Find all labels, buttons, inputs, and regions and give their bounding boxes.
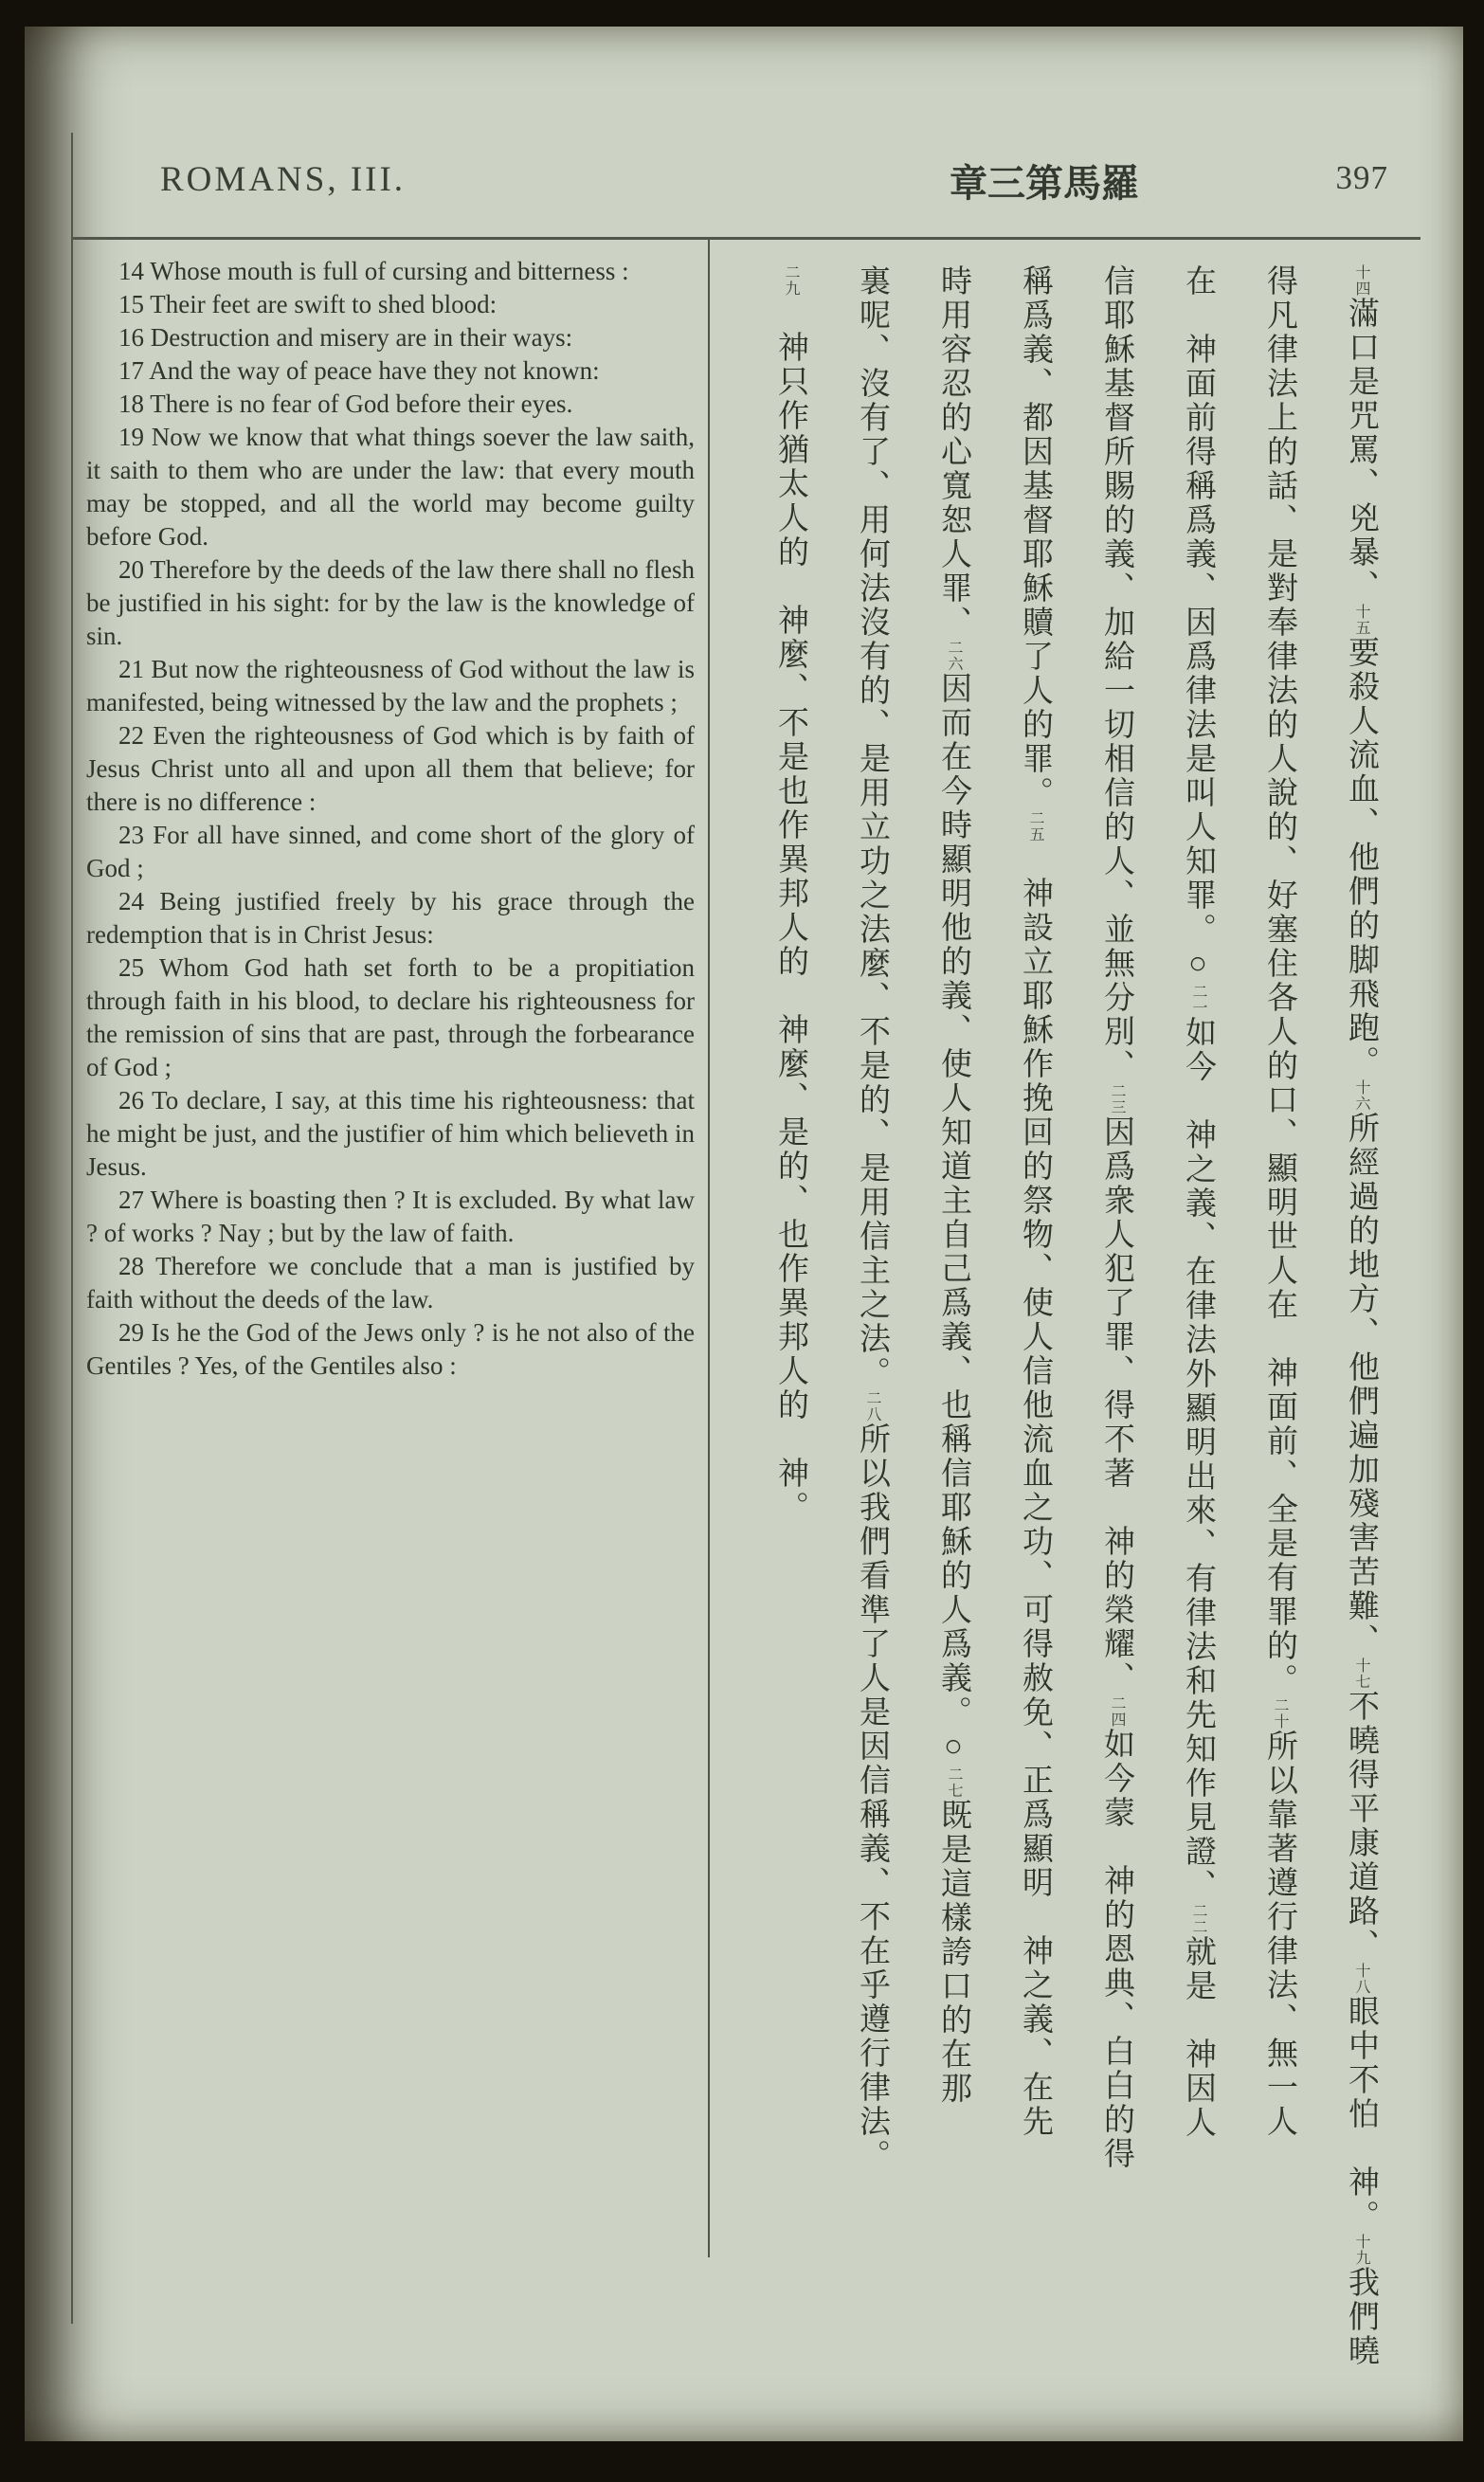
- verse-paragraph: 27 Where is boasting then ? It is excluded. By what law ? of works ? Nay ; but by the law of faith.: [86, 1186, 695, 1247]
- verse-paragraph: 18 There is no fear of God before their eyes.: [118, 390, 573, 418]
- verse-paragraph: 28 Therefore we conclude that a man is justified by faith without the deeds of the law.: [86, 1252, 695, 1313]
- verse-number-marker: 十七: [1353, 1658, 1369, 1690]
- verse-paragraph: 16 Destruction and misery are in their ways:: [118, 323, 573, 352]
- verse-number-marker: 二六: [946, 640, 962, 672]
- verse-text: 因而在今時顯明他的義、使人知道主自己爲義、也稱信耶穌的人爲義。○: [936, 672, 970, 1766]
- verse-paragraph: 14 Whose mouth is full of cursing and bitterness :: [118, 257, 629, 285]
- chinese-column: [994, 264, 1076, 2378]
- verse-text: 我們曉: [1344, 2266, 1378, 2368]
- verse-paragraph: 22 Even the righteousness of God which is by faith of Jesus Christ unto all and upon all them that believe; for there is no difference :: [86, 721, 695, 816]
- verse-number-marker: 二五: [1027, 810, 1043, 842]
- verse-number-marker: 二八: [864, 1390, 880, 1422]
- verse-text: 就是 神因人: [1181, 1935, 1215, 2140]
- header-title-chinese: 章三第馬羅: [950, 162, 1139, 205]
- page-number: 397: [1335, 159, 1388, 196]
- verse-text: 如今 神之義、在律法外顯明出來、有律法和先知作見證、: [1181, 1016, 1215, 1903]
- verse-number-marker: 十六: [1353, 1079, 1369, 1112]
- chinese-column: [1320, 264, 1402, 2378]
- verse-paragraph: 24 Being justified freely by his grace through the redemption that is in Christ Jesus:: [86, 887, 695, 949]
- verse-text: 信耶穌基督所賜的義、加給一切相信的人、並無分別、: [1099, 264, 1133, 1083]
- verse-paragraph: 19 Now we know that what things soever the law saith, it saith to them who are under the law: that every mouth may be stopped, and all the world may become guilty before God.: [86, 423, 695, 551]
- verse-paragraph: 26 To declare, I say, at this time his righteousness: that he might be just, and the justifier of him which believeth in Jesus.: [86, 1086, 695, 1181]
- column-divider: [708, 240, 710, 2257]
- verse-number-marker: 二七: [946, 1766, 962, 1799]
- chinese-column: [913, 264, 994, 2378]
- chinese-column: [1076, 264, 1157, 2378]
- chinese-column: [831, 264, 913, 2378]
- page-content-frame: [71, 133, 1421, 2368]
- book-page-paper: [25, 27, 1463, 2441]
- verse-number-marker: 二四: [1109, 1695, 1125, 1728]
- page-header: [73, 133, 1421, 237]
- verse-paragraph: 29 Is he the God of the Jews only ? is he not also of the Gentiles ? Yes, of the Gentiles also :: [86, 1318, 695, 1380]
- verse-number-marker: 十四: [1353, 264, 1369, 297]
- verse-paragraph: 20 Therefore by the deeds of the law there shall no flesh be justified in his sight: for by the law is the knowledge of sin.: [86, 555, 695, 650]
- verse-text: 既是這樣誇口的在那: [936, 1799, 970, 2106]
- verse-number-marker: 十八: [1353, 1963, 1369, 1995]
- verse-paragraph: 25 Whom God hath set forth to be a propitiation through faith in his blood, to declare his righteousness for the remission of sins that are past, through the forbearance of God ;: [86, 953, 695, 1081]
- verse-number-marker: 二十: [1272, 1697, 1288, 1730]
- verse-text: 裏呢、沒有了、用何法沒有的、是用立功之法麼、不是的、是用信主之法。: [855, 264, 889, 1390]
- verse-text: 如今蒙 神的恩典、白白的得: [1099, 1728, 1133, 2171]
- verse-text: 時用容忍的心寬恕人罪、: [936, 264, 970, 640]
- two-column-body: [73, 240, 1421, 2368]
- verse-number-marker: 十五: [1353, 604, 1369, 636]
- verse-number-marker: 二三: [1109, 1083, 1125, 1115]
- verse-paragraph: 15 Their feet are swift to shed blood:: [118, 290, 498, 318]
- verse-text: 所以靠著遵行律法、無一人: [1262, 1730, 1296, 2139]
- verse-text: 所以我們看準了人是因信稱義、不在乎遵行律法。: [855, 1422, 889, 2173]
- verse-text: 眼中不怕 神。: [1344, 1995, 1378, 2234]
- verse-paragraph: 17 And the way of peace have they not known:: [118, 356, 600, 385]
- verse-text: 得凡律法上的話、是對奉律法的人說的、好塞住各人的口、顯明世人在 神面前、全是有罪的。: [1262, 264, 1296, 1697]
- verse-number-marker: 二九: [783, 264, 799, 297]
- verse-paragraph: 23 For all have sinned, and come short of the glory of God ;: [86, 821, 695, 882]
- chinese-column: [1157, 264, 1239, 2378]
- chinese-column: [1239, 264, 1320, 2378]
- english-text-column: [86, 255, 695, 1383]
- verse-text: 因爲衆人犯了罪、得不著 神的榮耀、: [1099, 1115, 1133, 1695]
- verse-text: 所經過的地方、他們遍加殘害苦難、: [1344, 1112, 1378, 1658]
- verse-text: 神設立耶穌作挽回的祭物、使人信他流血之功、可得赦免、正爲顯明 神之義、在先: [1018, 842, 1052, 2139]
- verse-text: 稱爲義、都因基督耶穌贖了人的罪。: [1018, 264, 1052, 810]
- verse-text: 不曉得平康道路、: [1344, 1690, 1378, 1963]
- verse-paragraph: 21 But now the righteousness of God without the law is manifested, being witnessed by the law and the prophets ;: [86, 655, 695, 716]
- verse-text: 要殺人流血、他們的脚飛跑。: [1344, 636, 1378, 1079]
- header-title-english: ROMANS, III.: [160, 160, 407, 199]
- chinese-column: [750, 264, 831, 2378]
- verse-number-marker: 十九: [1353, 2234, 1369, 2266]
- verse-number-marker: 二二: [1190, 1903, 1206, 1935]
- verse-number-marker: 二一: [1190, 984, 1206, 1016]
- chinese-text-block: [750, 264, 1402, 2378]
- verse-text: 在 神面前得稱爲義、因爲律法是叫人知罪。○: [1181, 264, 1215, 984]
- verse-text: 滿口是咒罵、兇暴、: [1344, 297, 1378, 604]
- verse-text: 神只作猶太人的 神麼、不是也作異邦人的 神麼、是的、也作異邦人的 神。: [773, 297, 807, 1525]
